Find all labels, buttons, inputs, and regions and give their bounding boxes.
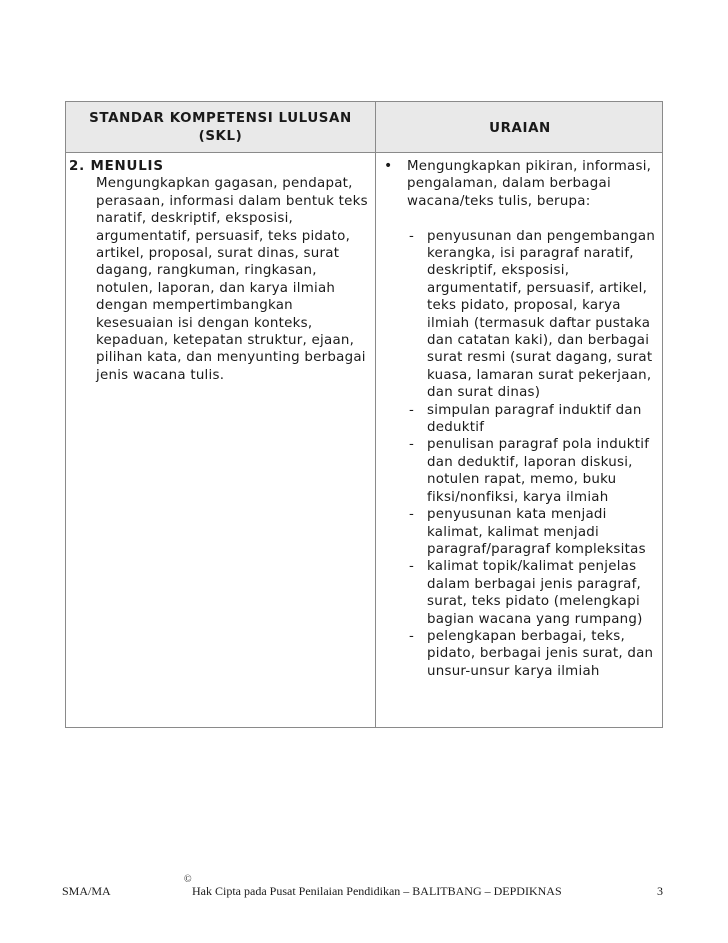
dash-marker: - — [409, 628, 415, 644]
bullet-icon: • — [384, 158, 393, 174]
uraian-intro: Mengungkapkan pikiran, informasi, pengalaman, dalam berbagai wacana/teks tulis, berupa: — [407, 159, 652, 209]
copyright-symbol: © — [184, 874, 192, 885]
list-item — [407, 558, 667, 628]
dash-marker: - — [409, 559, 415, 575]
list-item — [407, 436, 667, 506]
page-number: 3 — [657, 884, 663, 898]
list-item — [407, 628, 667, 680]
list-item — [407, 506, 667, 558]
list-item-text: penyusunan kata menjadi kalimat, kalimat menjadi paragraf/paragraf kompleksitas — [427, 507, 646, 557]
list-item — [407, 228, 667, 402]
list-item-text: kalimat topik/kalimat penjelas dalam berbagai jenis paragraf, surat, teks pidato (melengkapi bagian wacana yang rumpang) — [427, 559, 643, 627]
skl-description: Mengungkapkan gagasan, pendapat, perasaan, informasi dalam bentuk teks naratif, deskriptif, eksposisi, argumentatif, persuasif, teks pidato, artikel, proposal, surat dinas, surat dagang, rangkuman, ringkasan, notulen, laporan, dan karya ilmiah dengan mempertimbangkan kesesuaian isi dengan konteks, kepaduan, ketepatan struktur, ejaan, pilihan kata, dan menyunting berbagai jenis wacana tulis. — [96, 176, 368, 383]
header-uraian: URAIAN — [489, 121, 551, 136]
skl-table — [65, 101, 663, 728]
header-skl-text: STANDAR KOMPETENSI LULUSAN (SKL) — [89, 111, 352, 144]
list-item-text: pelengkapan berbagai, teks, pidato, berbagai jenis surat, dan unsur-unsur karya ilmiah — [427, 628, 654, 679]
list-item-text: penulisan paragraf pola induktif dan deduktif, laporan diskusi, notulen rapat, memo, buku fiksi/nonfiksi, karya ilmiah — [427, 437, 650, 505]
page-footer — [0, 874, 728, 900]
header-skl — [66, 110, 375, 146]
footer-school-level: SMA/MA — [62, 884, 111, 898]
list-item-text: simpulan paragraf induktif dan deduktif — [427, 402, 642, 436]
dash-marker: - — [409, 402, 415, 418]
skl-title: 2. MENULIS — [69, 159, 164, 174]
footer-copyright: Hak Cipta pada Pusat Penilaian Pendidikan – BALITBANG – DEPDIKNAS — [192, 884, 562, 898]
dash-marker: - — [409, 507, 415, 523]
dash-marker: - — [409, 437, 415, 453]
table-header-row — [66, 102, 662, 153]
column-divider — [375, 102, 376, 727]
list-item — [407, 402, 667, 437]
uraian-list — [407, 228, 667, 681]
list-item-text: penyusunan dan pengembangan kerangka, isi paragraf naratif, deskriptif, eksposisi, argumentatif, persuasif, artikel, teks pidato, proposal, karya ilmiah (termasuk daftar pustaka dan catatan kaki), dan berbagai surat resmi (surat dagang, surat kuasa, lamaran surat pekerjaan, dan surat dinas) — [427, 228, 656, 401]
dash-marker: - — [409, 228, 415, 244]
